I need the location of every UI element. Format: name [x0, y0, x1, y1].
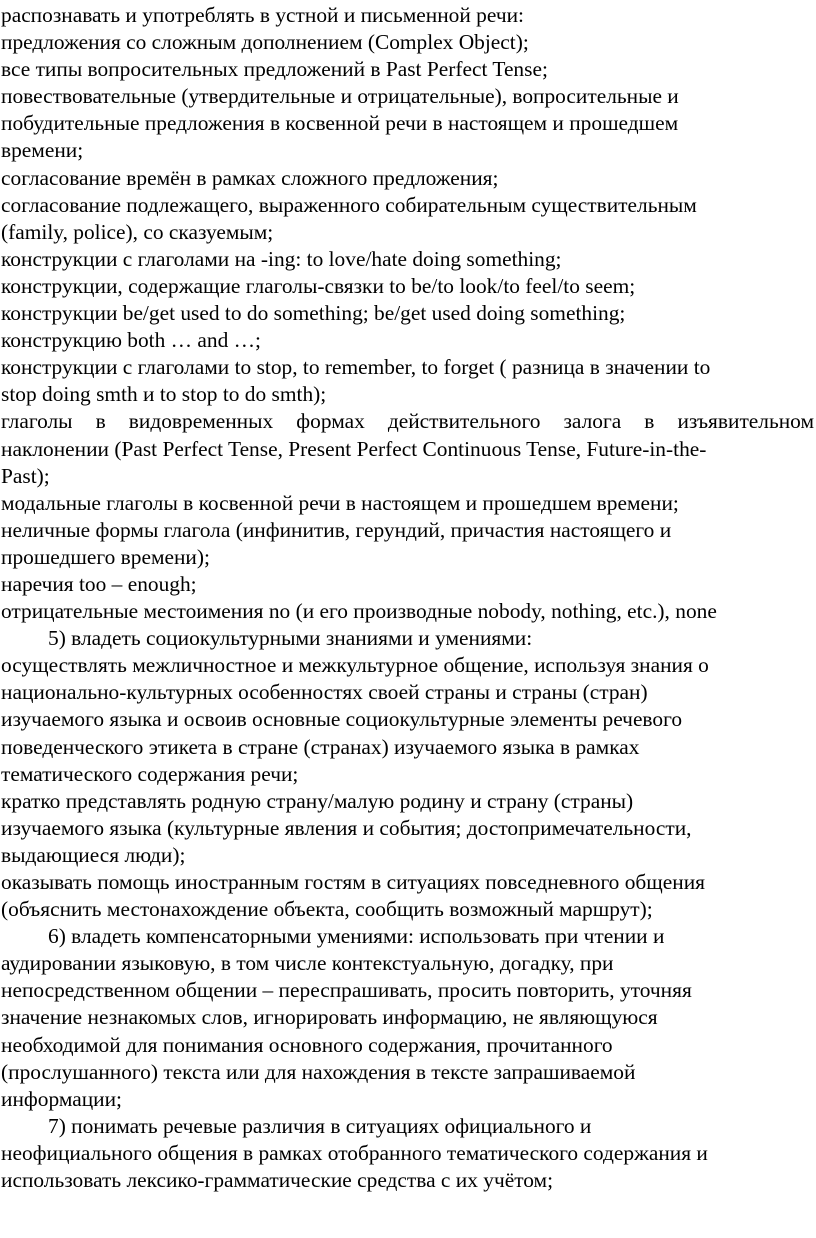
text-line: конструкции с глаголами to stop, to remember, to forget ( разница в значении to	[1, 355, 711, 380]
text-line: осуществлять межличностное и межкультурное общение, используя знания о	[1, 653, 709, 678]
text-line: выдающиеся люди);	[1, 842, 186, 867]
text-line: повествовательные (утвердительные и отрицательные), вопросительные и	[1, 84, 679, 109]
text-line: кратко представлять родную страну/малую родину и страну (страны)	[1, 788, 634, 813]
text-line: (объяснить местонахождение объекта, сообщить возможный маршрут);	[1, 897, 653, 922]
section-heading-6: 6) владеть компенсаторными умениями: использовать при чтении и	[48, 924, 665, 949]
text-line: аудировании языковую, в том числе контекстуальную, догадку, при	[1, 951, 614, 976]
text-line: модальные глаголы в косвенной речи в настоящем и прошедшем времени;	[1, 490, 679, 515]
text-line: времени;	[1, 138, 84, 163]
text-line: согласование времён в рамках сложного предложения;	[1, 165, 499, 190]
text-line: (прослушанного) текста или для нахождения в тексте запрашиваемой	[1, 1059, 636, 1084]
text-line: распознавать и употреблять в устной и письменной речи:	[1, 3, 524, 27]
text-line: национально-культурных особенностях своей страны и страны (стран)	[1, 680, 648, 705]
text-line: информации;	[1, 1086, 122, 1111]
text-line: изучаемого языка (культурные явления и события; достопримечательности,	[1, 815, 692, 840]
text-line: необходимой для понимания основного содержания, прочитанного	[1, 1032, 613, 1057]
text-line: все типы вопросительных предложений в Past Perfect Tense;	[1, 57, 548, 82]
text-line: значение незнакомых слов, игнорировать информацию, не являющуюся	[1, 1005, 658, 1030]
text-line: конструкции, содержащие глаголы-связки to be/to look/to feel/to seem;	[1, 273, 636, 298]
text-line: прошедшего времени);	[1, 544, 210, 569]
section-heading-7: 7) понимать речевые различия в ситуациях официального и	[48, 1113, 592, 1138]
text-line: побудительные предложения в косвенной речи в настоящем и прошедшем	[1, 111, 679, 136]
text-line: наклонении (Past Perfect Tense, Present Perfect Continuous Tense, Future-in-the-	[1, 436, 707, 461]
text-line: конструкции be/get used to do something; be/get used doing something;	[1, 301, 626, 326]
text-line: оказывать помощь иностранным гостям в ситуациях повседневного общения	[1, 870, 705, 894]
text-line: Past);	[1, 463, 50, 488]
text-line: поведенческого этикета в стране (странах) изучаемого языка в рамках	[1, 734, 640, 759]
text-line: непосредственном общении – переспрашивать, просить повторить, уточняя	[1, 978, 692, 1003]
text-line: stop doing smth и to stop to do smth);	[1, 382, 327, 407]
text-line: наречия too – enough;	[1, 571, 197, 596]
text-line: конструкцию both … and …;	[1, 328, 261, 353]
text-line: глаголы в видовременных формах действительного залога в изъявительном	[1, 409, 814, 434]
text-line: отрицательные местоимения no (и его производные nobody, nothing, etc.), none	[1, 599, 717, 624]
text-line: согласование подлежащего, выраженного собирательным существительным	[1, 192, 697, 217]
text-line: изучаемого языка и освоив основные социокультурные элементы речевого	[1, 707, 683, 732]
text-line: предложения со сложным дополнением (Complex Object);	[1, 30, 529, 55]
text-line: тематического содержания речи;	[1, 761, 299, 786]
section-heading-5: 5) владеть социокультурными знаниями и умениями:	[48, 626, 533, 651]
text-line: конструкции с глаголами на -ing: to love/hate doing something;	[1, 246, 562, 271]
text-line: неличные формы глагола (инфинитив, герундий, причастия настоящего и	[1, 517, 672, 542]
text-line: (family, police), со сказуемым;	[1, 219, 274, 244]
text-line: использовать лексико-грамматические средства с их учётом;	[1, 1168, 554, 1193]
text-line: неофициального общения в рамках отобранного тематического содержания и	[1, 1140, 708, 1165]
